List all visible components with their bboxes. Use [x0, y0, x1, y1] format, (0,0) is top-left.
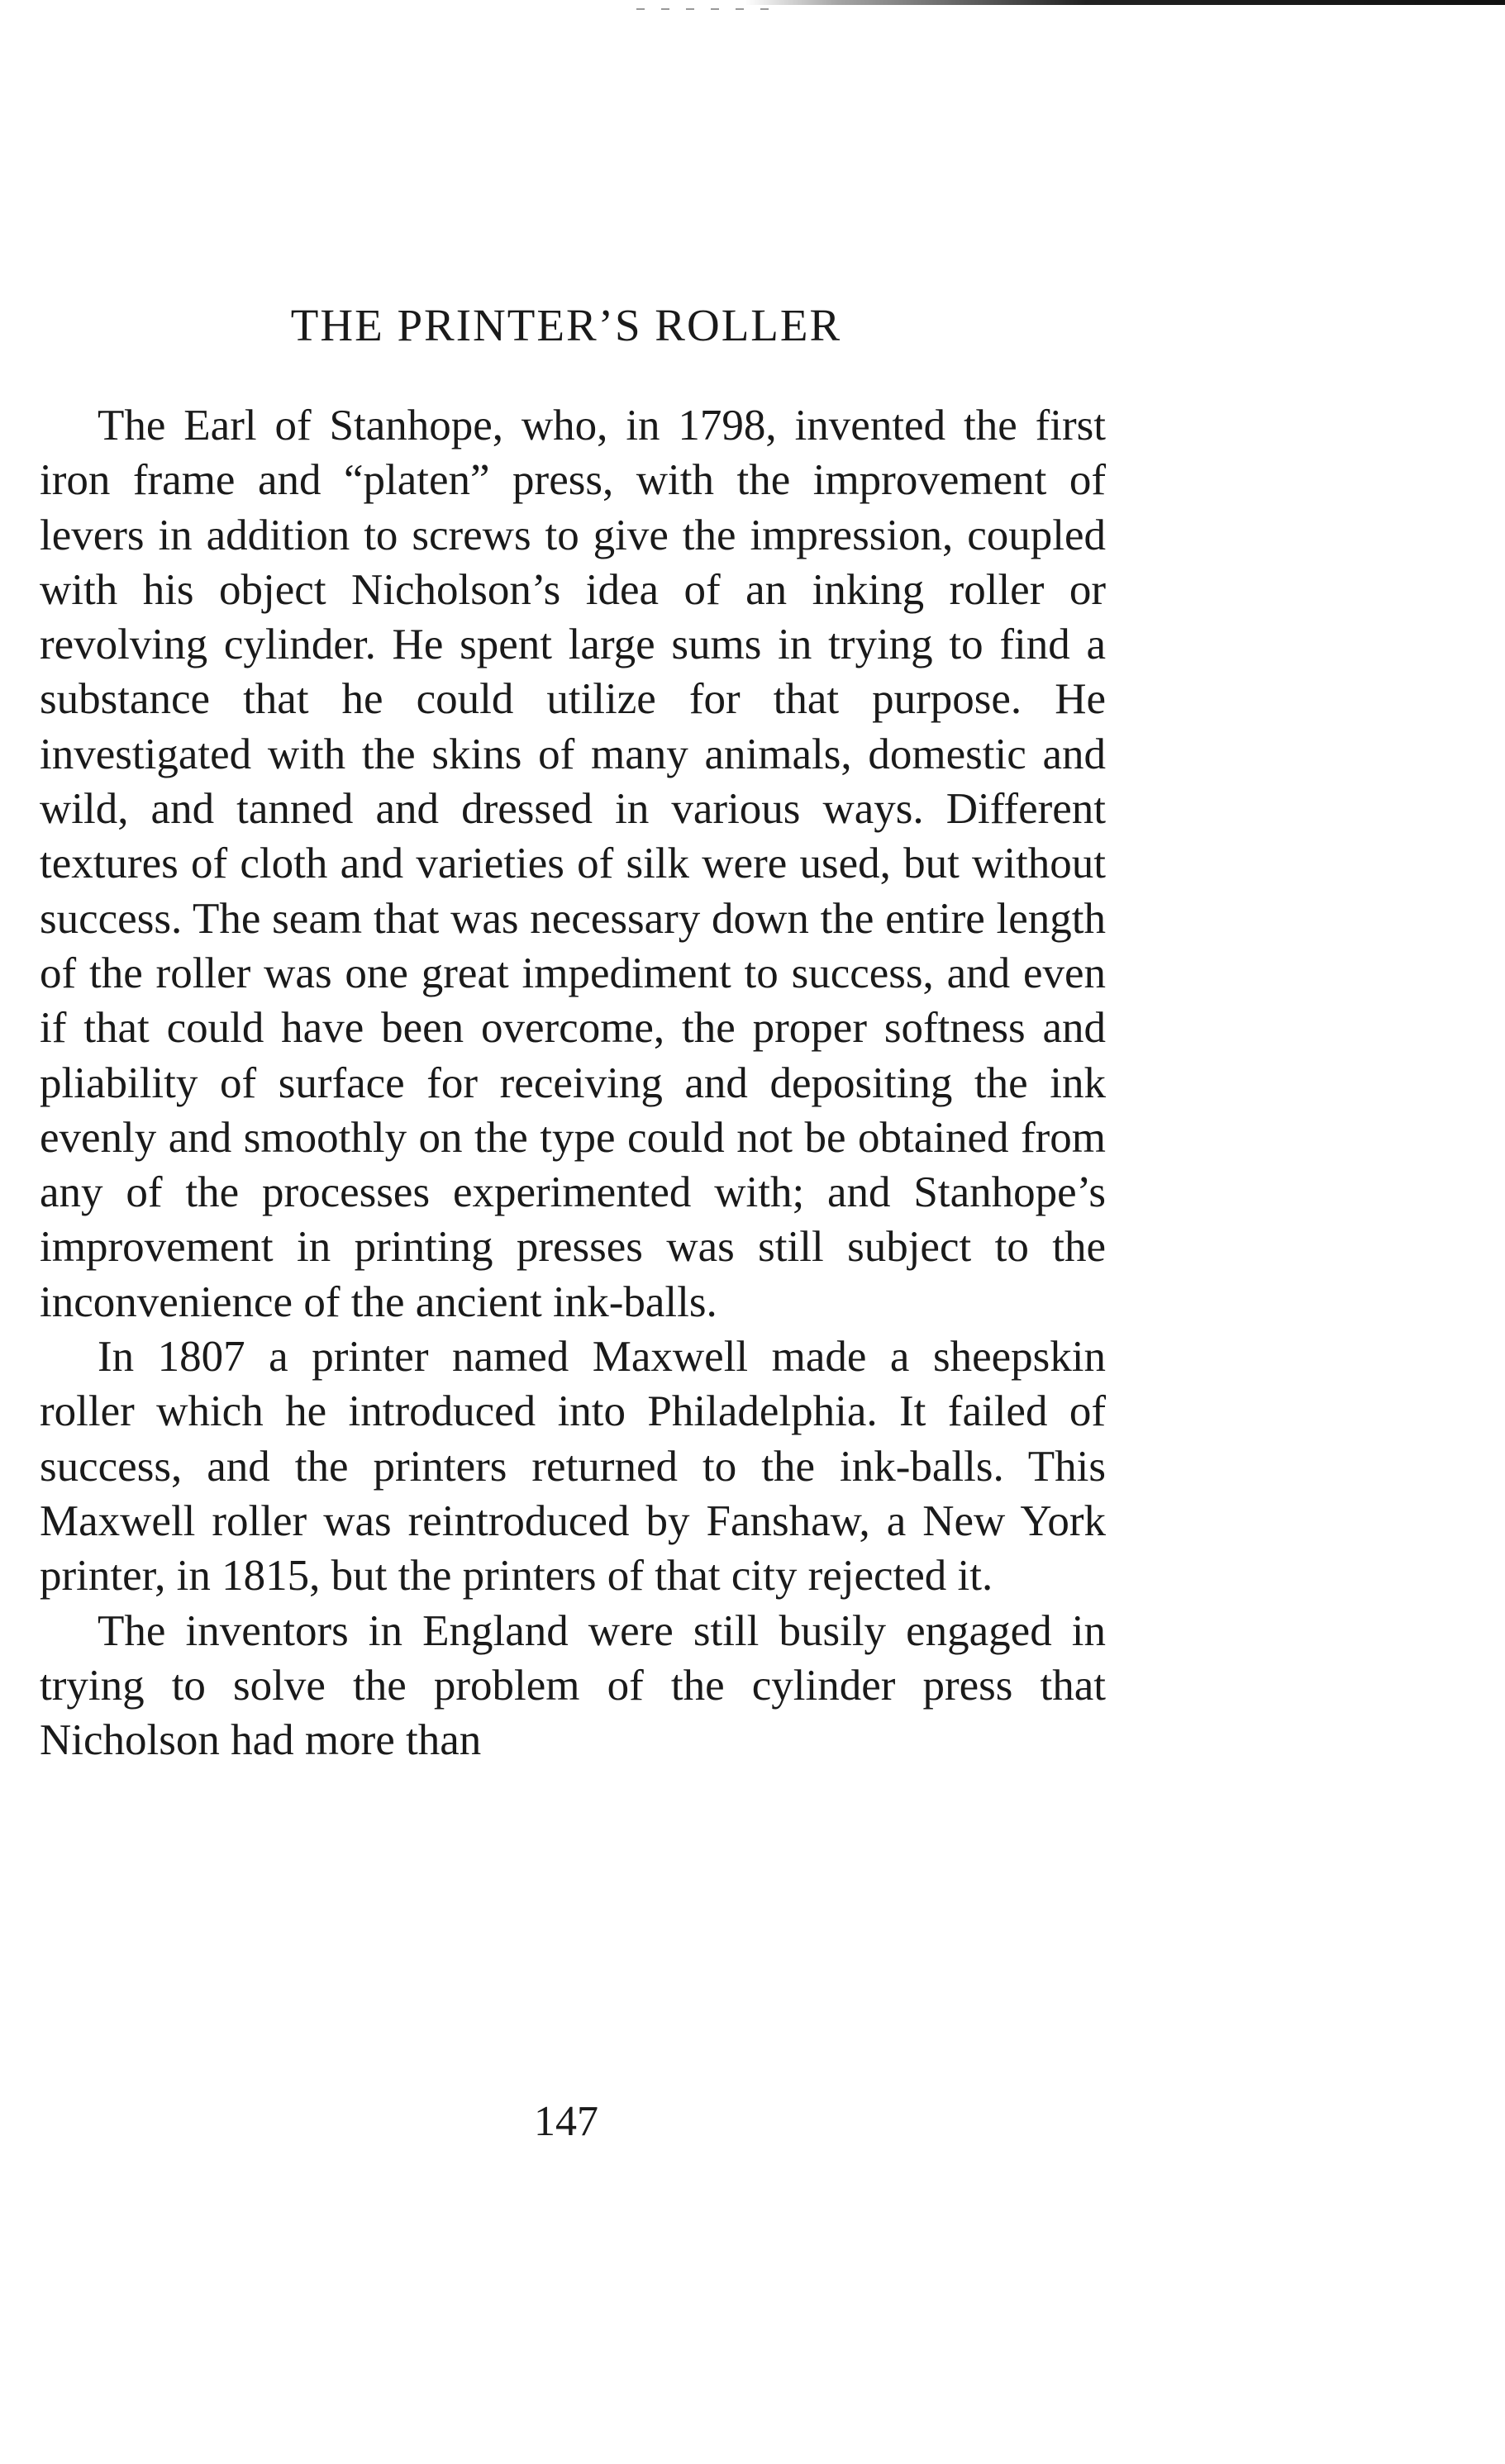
body-text: [40, 398, 1106, 1767]
page-title: THE PRINTER’S ROLLER: [290, 300, 842, 350]
scan-edge-line: [745, 0, 1505, 5]
paragraph-1: The Earl of Stanhope, who, in 1798, invented the first iron frame and “platen” press, with the improvement of levers in addition to screws to give the impression, coupled with his object Nicholson’s idea of an inking roller or revolving cylinder. He spent large sums in trying to find a substance that he could utilize for that purpose. He investigated with the skins of many animals, domestic and wild, and tanned and dressed in various ways. Different textures of cloth and varieties of silk were used, but without success. The seam that was necessary down the entire length of the roller was one great impediment to success, and even if that could have been overcome, the proper softness and pliability of surface for receiving and depositing the ink evenly and smoothly on the type could not be obtained from any of the processes experimented with; and Stanhope’s improvement in printing presses was still subject to the inconvenience of the ancient ink-balls.: [40, 402, 1106, 1326]
paragraph-3: The inventors in England were still busily engaged in trying to solve the problem of the cylinder press that Nicholson had more than: [40, 1606, 1106, 1765]
page-number: 147: [534, 2098, 598, 2145]
paragraph-2: In 1807 a printer named Maxwell made a sheepskin roller which he introduced into Philadelphia. It failed of success, and the printers returned to the ink-balls. This Maxwell roller was reintroduced by Fanshaw, a New York printer, in 1815, but the printers of that city rejected it.: [40, 1333, 1106, 1601]
scan-edge-dash: [636, 8, 769, 10]
